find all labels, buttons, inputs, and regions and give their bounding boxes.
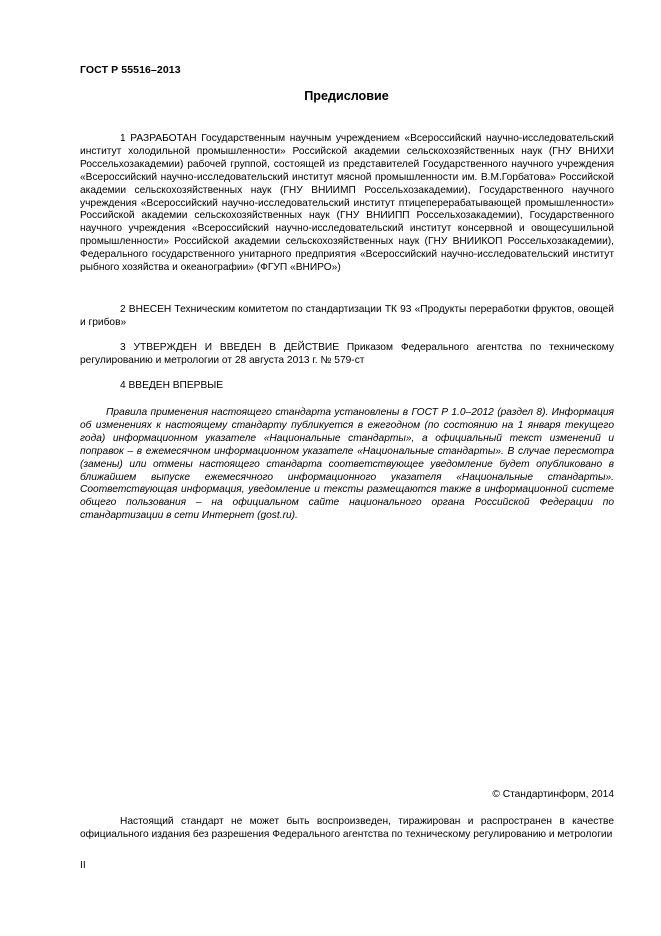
paragraph-introduced-by: 2 ВНЕСЕН Техническим комитетом по стандартизации ТК 93 «Продукты переработки фруктов, овощей и грибов» [80,304,614,328]
document-code: ГОСТ Р 55516–2013 [80,64,181,76]
paragraph-developed-by: 1 РАЗРАБОТАН Государственным научным учреждением «Всероссийский научно-исследовательский институт холодильной промышленности» Российской академии сельскохозяйственных наук (ГНУ ВНИХИ Россельхозакадемии) рабочей группой, состоящей из представителей Государственного научного учреждения «Всероссийский научно-исследовательский институт мясной промышленности им. В.М.Горбатова» Российской академии сельскохозяйственных наук (ГНУ ВНИИМП Россельхозакадемии), Государственного научного учреждения «Всероссийский научно-исследовательский институт птицеперерабатывающей промышленности» Российской академии сельскохозяйственных наук (ГНУ ВНИИПП Россельхозакадемии), Государственного научного учреждения «Всероссийский научно-исследовательский институт консервной и овощесушильной промышленности» Российской академии сельскохозяйственных наук (ГНУ ВНИИКОП Россельхозакадемии), Федерального государственного унитарного предприятия «Всероссийский научно-исследовательский институт рыбного хозяйства и океанографии» (ФГУП «ВНИРО») [80,133,614,274]
page-title: Предисловие [304,89,389,103]
paragraph-approved: 3 УТВЕРЖДЕН И ВВЕДЕН В ДЕЙСТВИЕ Приказом Федерального агентства по техническому регулированию и метрологии от 28 августа 2013 г. № 579-ст [80,342,614,366]
page-number: II [80,860,86,871]
paragraph-application-rules: Правила применения настоящего стандарта установлены в ГОСТ Р 1.0–2012 (раздел 8). Информация об изменениях к настоящему стандарту публикуется в ежегодном (по состоянию на 1 января текущего года) информационном указателе «Национальные стандарты», а официальный текст изменений и поправок – в ежемесячном информационном указателе «Национальные стандарты». В случае пересмотра (замены) или отмены настоящего стандарта соответствующее уведомление будет опубликовано в ближайшем выпуске ежемесячного информационного указателя «Национальные стандарты». Соответствующая информация, уведомление и тексты размещаются также в информационной системе общего пользования – на официальном сайте национального органа Российской Федерации по стандартизации в сети Интернет (gost.ru). [80,407,614,522]
reproduction-notice: Настоящий стандарт не может быть воспроизведен, тиражирован и распространен в качестве официального издания без разрешения Федерального агентства по техническому регулированию и метрологии [80,816,614,840]
paragraph-first-introduced: 4 ВВЕДЕН ВПЕРВЫЕ [120,380,224,391]
copyright-line: © Стандартинформ, 2014 [492,789,614,800]
